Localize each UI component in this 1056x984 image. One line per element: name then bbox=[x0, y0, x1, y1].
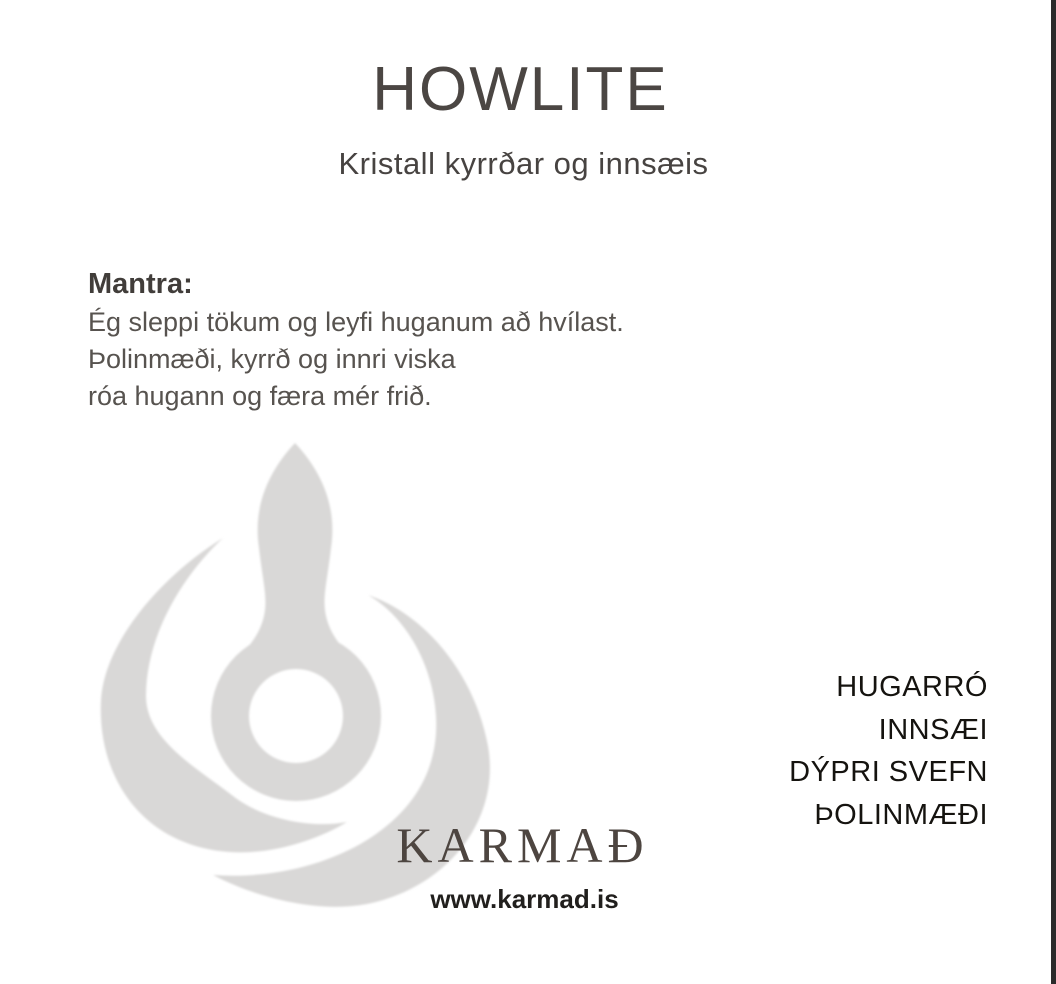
mantra-line: Þolinmæði, kyrrð og innri viska bbox=[88, 344, 456, 374]
right-edge-strip bbox=[1051, 0, 1056, 984]
brand-wordmark: KARMAÐ bbox=[396, 817, 649, 873]
keyword-item: ÞOLINMÆÐI bbox=[814, 798, 988, 831]
mantra-heading: Mantra: bbox=[88, 268, 193, 300]
page-title: HOWLITE bbox=[372, 55, 669, 124]
keywords-list bbox=[789, 666, 988, 836]
mantra-line: Ég sleppi tökum og leyfi huganum að hvílast. bbox=[88, 307, 624, 337]
keyword-item: HUGARRÓ bbox=[836, 671, 988, 703]
website-url: www.karmad.is bbox=[430, 884, 619, 914]
card-subtitle: Kristall kyrrðar og innsæis bbox=[338, 146, 709, 181]
mantra-section bbox=[88, 266, 708, 415]
logo-teardrop-shape bbox=[243, 443, 347, 654]
keyword-item: DÝPRI SVEFN bbox=[789, 756, 988, 788]
keyword-item: INNSÆI bbox=[878, 713, 988, 746]
logo-ring-shape bbox=[211, 631, 381, 801]
mantra-line: róa hugann og færa mér frið. bbox=[88, 381, 432, 411]
